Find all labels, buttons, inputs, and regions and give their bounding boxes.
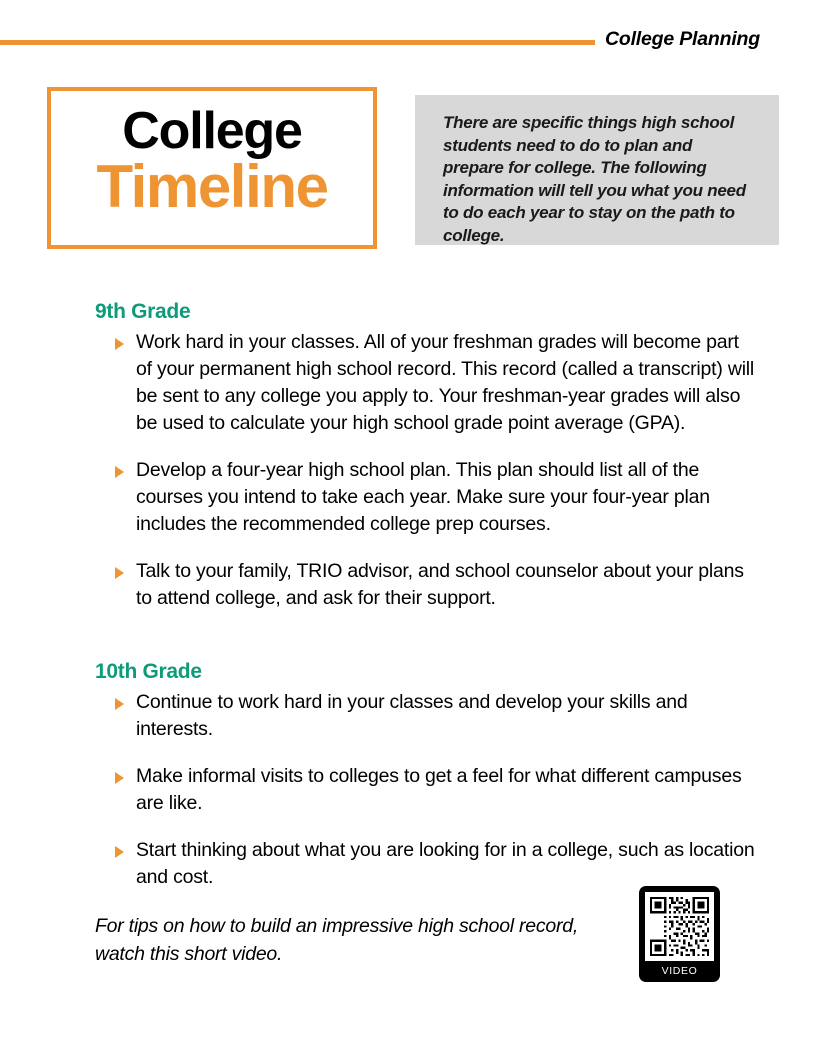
list-item-text: Talk to your family, TRIO advisor, and school counselor about your plans to attend college, and ask for their support. <box>136 560 744 610</box>
section-10th-grade <box>95 660 755 891</box>
footer-note: For tips on how to build an impressive high school record, watch this short video. <box>95 915 578 965</box>
section-9th-grade <box>95 300 755 612</box>
triangle-bullet-icon <box>115 698 124 710</box>
list-item <box>95 689 755 743</box>
triangle-bullet-icon <box>115 338 124 350</box>
list-item <box>95 329 755 437</box>
section-heading-9th-grade: 9th Grade <box>95 300 191 323</box>
triangle-bullet-icon <box>115 772 124 784</box>
list-item-text: Develop a four-year high school plan. This plan should list all of the courses you intend to take each year. Make sure your four-year plan includes the recommended college prep courses. <box>136 459 710 536</box>
page-title-primary: College <box>122 102 302 160</box>
list-item <box>95 837 755 891</box>
intro-text: There are specific things high school students need to do to plan and prepare for college. The following information will tell you what you need to do each year to stay on the path to college. <box>443 113 746 245</box>
triangle-bullet-icon <box>115 567 124 579</box>
page-header <box>0 28 816 60</box>
bullet-list-10th-grade <box>95 689 755 891</box>
list-item-text: Continue to work hard in your classes and develop your skills and interests. <box>136 691 688 741</box>
list-item-text: Make informal visits to colleges to get a feel for what different campuses are like. <box>136 765 742 815</box>
list-item-text: Work hard in your classes. All of your freshman grades will become part of your permanent high school record. This record (called a transcript) will be sent to any college you apply to. Your freshman-year grades will also be used to calculate your high school grade point average (GPA). <box>136 331 755 435</box>
list-item <box>95 558 755 612</box>
bullet-list-9th-grade <box>95 329 755 612</box>
title-box <box>47 87 377 249</box>
triangle-bullet-icon <box>115 846 124 858</box>
list-item <box>95 457 755 538</box>
video-qr-badge[interactable] <box>639 886 720 982</box>
list-item-text: Start thinking about what you are looking for in a college, such as location and cost. <box>136 839 755 889</box>
intro-callout-box <box>415 95 779 245</box>
list-item <box>95 763 755 817</box>
header-rule <box>0 40 595 45</box>
header-title: College Planning <box>605 28 760 50</box>
video-badge-label: VIDEO <box>661 965 698 977</box>
triangle-bullet-icon <box>115 466 124 478</box>
qr-code-icon[interactable] <box>645 892 714 961</box>
section-heading-10th-grade: 10th Grade <box>95 660 202 683</box>
page-title-secondary: Timeline <box>96 153 328 220</box>
